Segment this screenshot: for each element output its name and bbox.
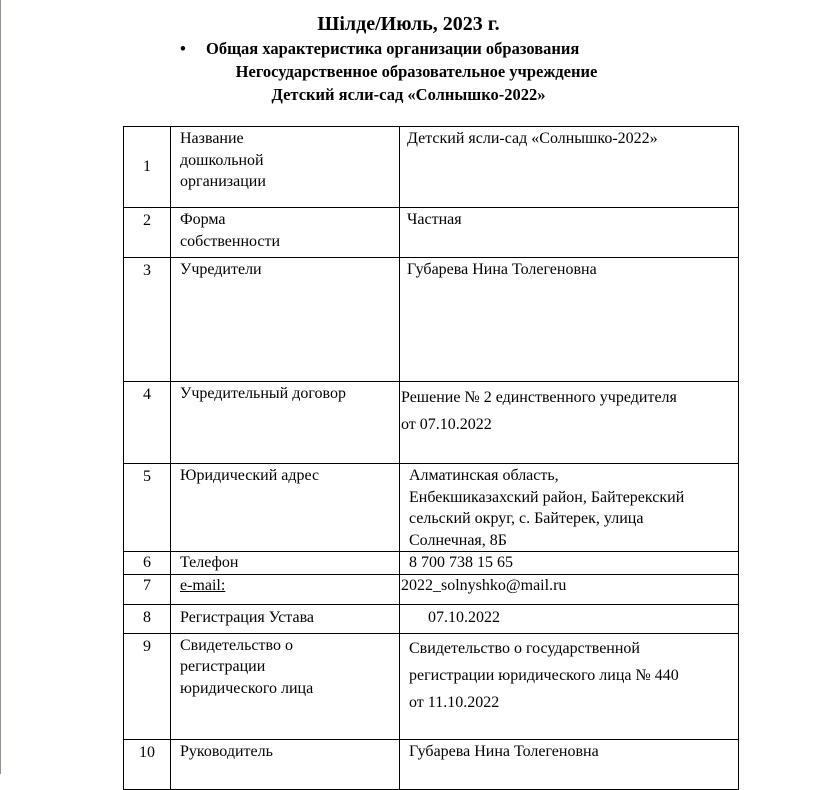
table-row (124, 464, 739, 552)
row-value (400, 739, 739, 789)
value-line: Солнечная, 8Б (409, 531, 507, 549)
row-number-text: 10 (139, 743, 155, 761)
value-text: Детский ясли-сад «Солнышко-2022» (407, 130, 658, 147)
table-row (124, 552, 739, 575)
table-row (124, 633, 739, 739)
email-label: e-mail: (180, 576, 226, 594)
row-value: 8 700 738 15 65 (400, 552, 739, 575)
row-number-text: 3 (143, 262, 151, 279)
value-text: Частная (407, 211, 462, 228)
row-number (124, 464, 171, 552)
row-label (171, 464, 400, 552)
label-line: дошкольной (180, 151, 264, 169)
table-row (124, 574, 739, 604)
table-row (124, 208, 739, 258)
table-row (124, 258, 739, 382)
value-line: Решение № 2 единственного учредителя (401, 389, 677, 406)
row-number (124, 208, 171, 258)
value-text: Губарева Нина Толегеновна (407, 261, 597, 278)
email-value: 2022_solnyshko@mail.ru (400, 574, 739, 604)
label-line: организации (180, 173, 266, 190)
org-name: Детский ясли-сад «Солнышко-2022» (271, 85, 546, 104)
label-line: собственности (180, 232, 281, 250)
row-number (124, 604, 171, 633)
row-label (171, 574, 400, 604)
window-left-edge (0, 0, 1, 774)
row-label: Телефон (171, 552, 400, 575)
label-line: юридического лица (180, 679, 314, 697)
label-text: Юридический адрес (180, 467, 320, 484)
org-type: Негосударственное образовательное учреждение (235, 62, 598, 81)
bullet-icon: • (180, 39, 186, 58)
label-text: Учредительный договор (180, 385, 346, 402)
label-line: Форма (180, 211, 226, 228)
row-label (171, 604, 400, 633)
table-row (124, 604, 739, 633)
label-line: Название (180, 130, 244, 147)
row-number-text: 8 (143, 608, 151, 626)
row-number (124, 382, 171, 464)
label-text: Руководитель (180, 742, 273, 760)
row-number-text: 5 (143, 468, 151, 485)
value-line: регистрации юридического лица № 440 (409, 666, 679, 684)
section-heading (180, 38, 579, 60)
row-value (400, 208, 739, 258)
row-value (400, 127, 739, 208)
row-label (171, 633, 400, 739)
value-line: Алматинская область, (409, 467, 559, 484)
section-heading-text: Общая характеристика организации образования (206, 39, 580, 58)
label-line: Свидетельство о (180, 636, 293, 654)
table-row (124, 739, 739, 789)
row-number: 1 (124, 127, 171, 208)
row-label (171, 208, 400, 258)
row-value (400, 258, 739, 382)
row-value (400, 633, 739, 739)
document-title: Шілде/Июль, 2023 г. (317, 13, 500, 35)
label-line: регистрации (180, 658, 266, 675)
row-label (171, 258, 400, 382)
value-text: 07.10.2022 (428, 608, 500, 626)
row-number (124, 258, 171, 382)
value-line: от 07.10.2022 (401, 416, 492, 433)
value-line: Свидетельство о государственной (409, 639, 640, 657)
value-line: Енбекшиказахский район, Байтерекский (409, 488, 685, 506)
value-text: Губарева Нина Толегеновна (409, 742, 599, 760)
row-number (124, 739, 171, 789)
row-number: 6 (124, 552, 171, 575)
label-text: Регистрация Устава (180, 608, 315, 626)
row-number-text: 2 (143, 212, 151, 229)
label-text: Учредители (180, 261, 262, 278)
row-number (124, 633, 171, 739)
row-number-text: 4 (143, 386, 151, 403)
row-label (171, 127, 400, 208)
row-value (400, 382, 739, 464)
row-label (171, 382, 400, 464)
row-number-text: 9 (143, 637, 151, 655)
value-line: сельский округ, с. Байтерек, улица (409, 510, 644, 527)
table-row (124, 127, 739, 208)
row-value (400, 464, 739, 552)
table-row (124, 382, 739, 464)
row-label (171, 739, 400, 789)
value-line: от 11.10.2022 (409, 693, 500, 711)
row-value (400, 604, 739, 633)
row-number: 7 (124, 574, 171, 604)
organization-info-table (123, 126, 739, 790)
